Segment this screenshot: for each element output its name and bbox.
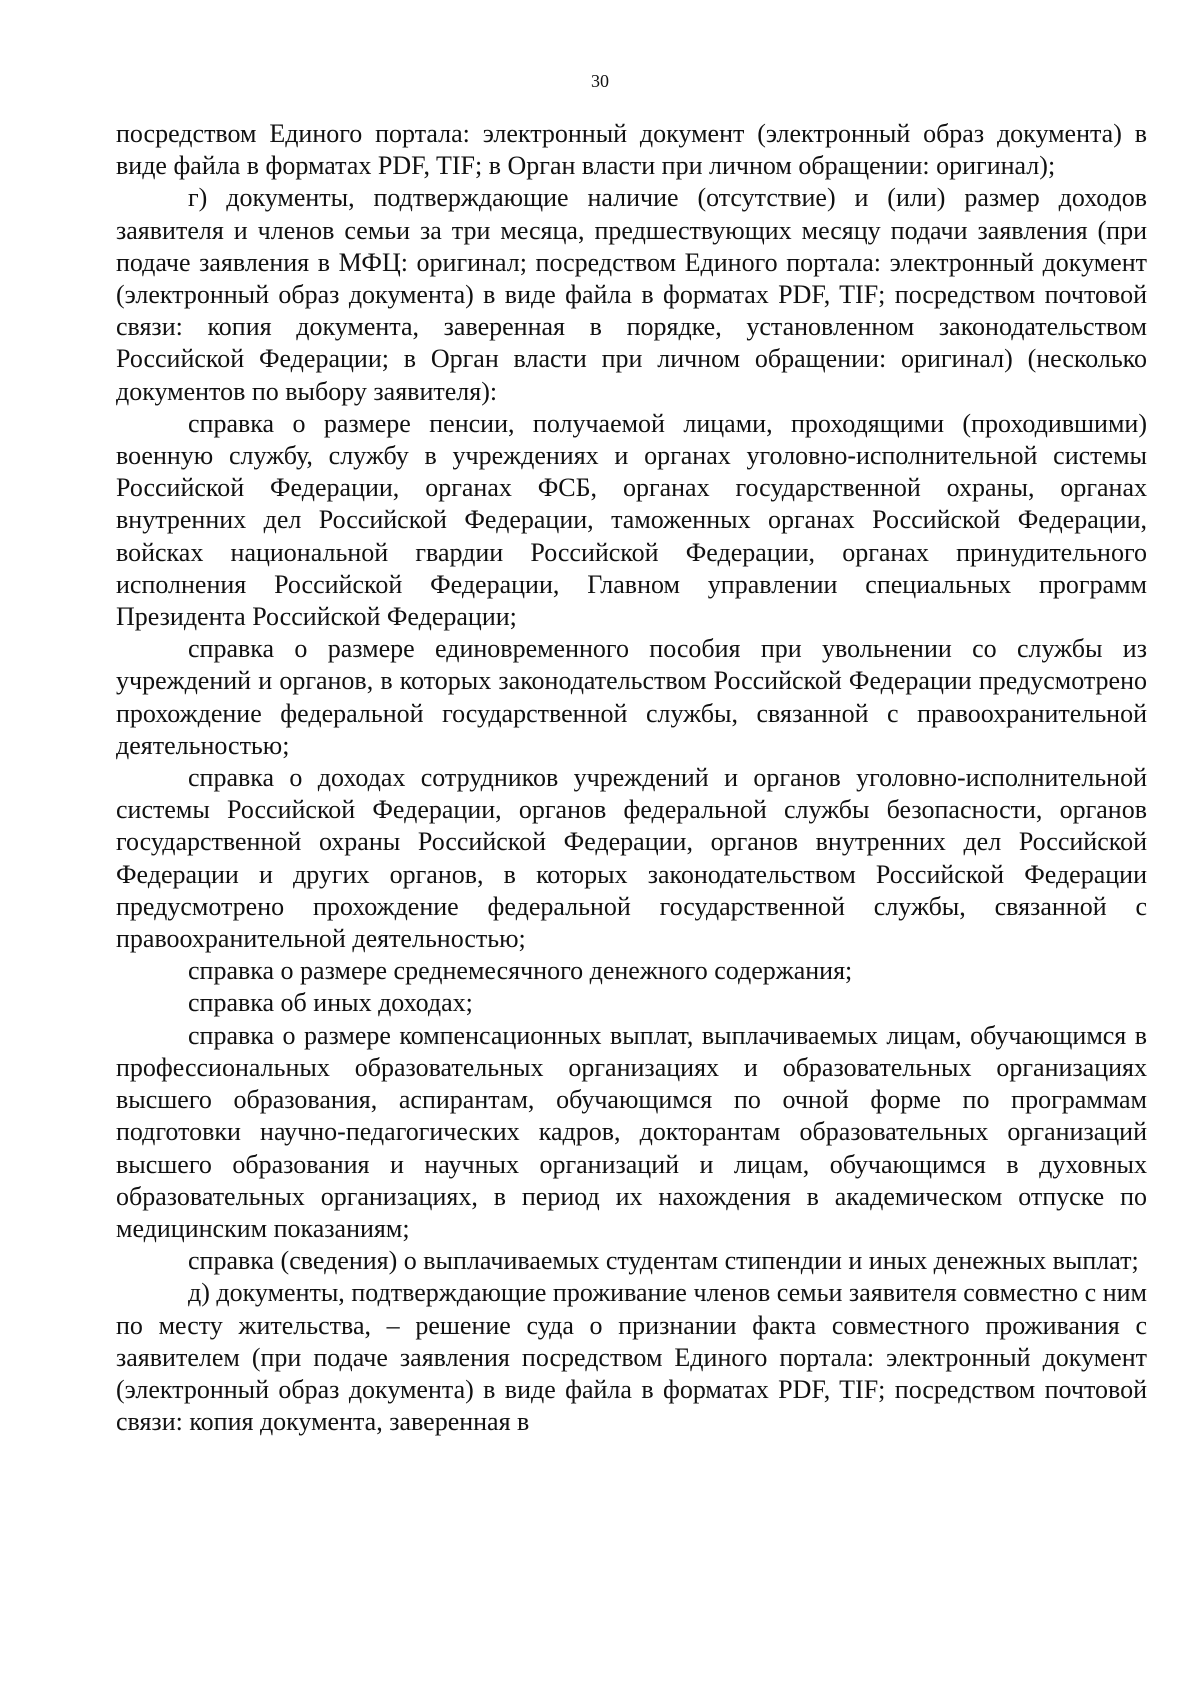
paragraph: справка о размере пенсии, получаемой лицами, проходящими (проходившими) военную службу, службу в учреждениях и органах уголовно-исполнительной системы Российской Федерации, органах ФСБ, органах государственной охраны, органах внутренних дел Российской Федерации, таможенных органах Российской Федерации, войсках национальной гвардии Российской Федерации, органах принудительного исполнения Российской Федерации, Главном управлении специальных программ Президента Российской Федерации; — [116, 408, 1147, 632]
paragraph: справка (сведения) о выплачиваемых студентам стипендии и иных денежных выплат; — [188, 1246, 1139, 1276]
paragraph-residence-documents: д) документы, подтверждающие проживание членов семьи заявителя совместно с ним по месту жительства, – решение суда о признании факта совместного проживания с заявителем (при подаче заявления посредством Единого портала: электронный документ (электронный образ документа) в виде файла в форматах PDF, TIF; посредством почтовой связи: копия документа, заверенная в — [116, 1278, 1147, 1437]
paragraph: справка о размере среднемесячного денежного содержания; — [188, 956, 853, 986]
paragraph: посредством Единого портала: электронный документ (электронный образ документа) в виде файла в форматах PDF, TIF; в Орган власти при личном обращении: оригинал); — [116, 119, 1147, 181]
paragraph-income-documents: г) документы, подтверждающие наличие (отсутствие) и (или) размер доходов заявителя и членов семьи за три месяца, предшествующих месяцу подачи заявления (при подаче заявления в МФЦ: оригинал; посредством Единого портала: электронный документ (электронный образ документа) в виде файла в форматах PDF, TIF; посредством почтовой связи: копия документа, заверенная в порядке, установленном законодательством Российской Федерации; в Орган власти при личном обращении: оригинал) (несколько документов по выбору заявителя): — [116, 183, 1147, 406]
paragraph: справка о доходах сотрудников учреждений и органов уголовно-исполнительной системы Российской Федерации, органов федеральной службы безопасности, органов государственной охраны Российской Федерации, органов внутренних дел Российской Федерации и других органов, в которых законодательством Российской Федерации предусмотрено прохождение федеральной государственной службы, связанной с правоохранительной деятельностью; — [116, 763, 1147, 954]
paragraph: справка о размере единовременного пособия при увольнении со службы из учреждений и органов, в которых законодательством Российской Федерации предусмотрено прохождение федеральной государственной службы, связанной с правоохранительной деятельностью; — [116, 634, 1147, 760]
page-number: 30 — [591, 71, 609, 91]
paragraph: справка о размере компенсационных выплат, выплачиваемых лицам, обучающимся в профессиональных образовательных организациях и образовательных организациях высшего образования, аспирантам, обучающимся по очной форме по программам подготовки научно-педагогических кадров, докторантам образовательных организаций высшего образования и научных организаций и лицам, обучающимся в духовных образовательных организациях, в период их нахождения в академическом отпуске по медицинским показаниям; — [116, 1020, 1147, 1243]
paragraph: справка об иных доходах; — [188, 988, 473, 1018]
document-body — [116, 118, 1147, 1438]
